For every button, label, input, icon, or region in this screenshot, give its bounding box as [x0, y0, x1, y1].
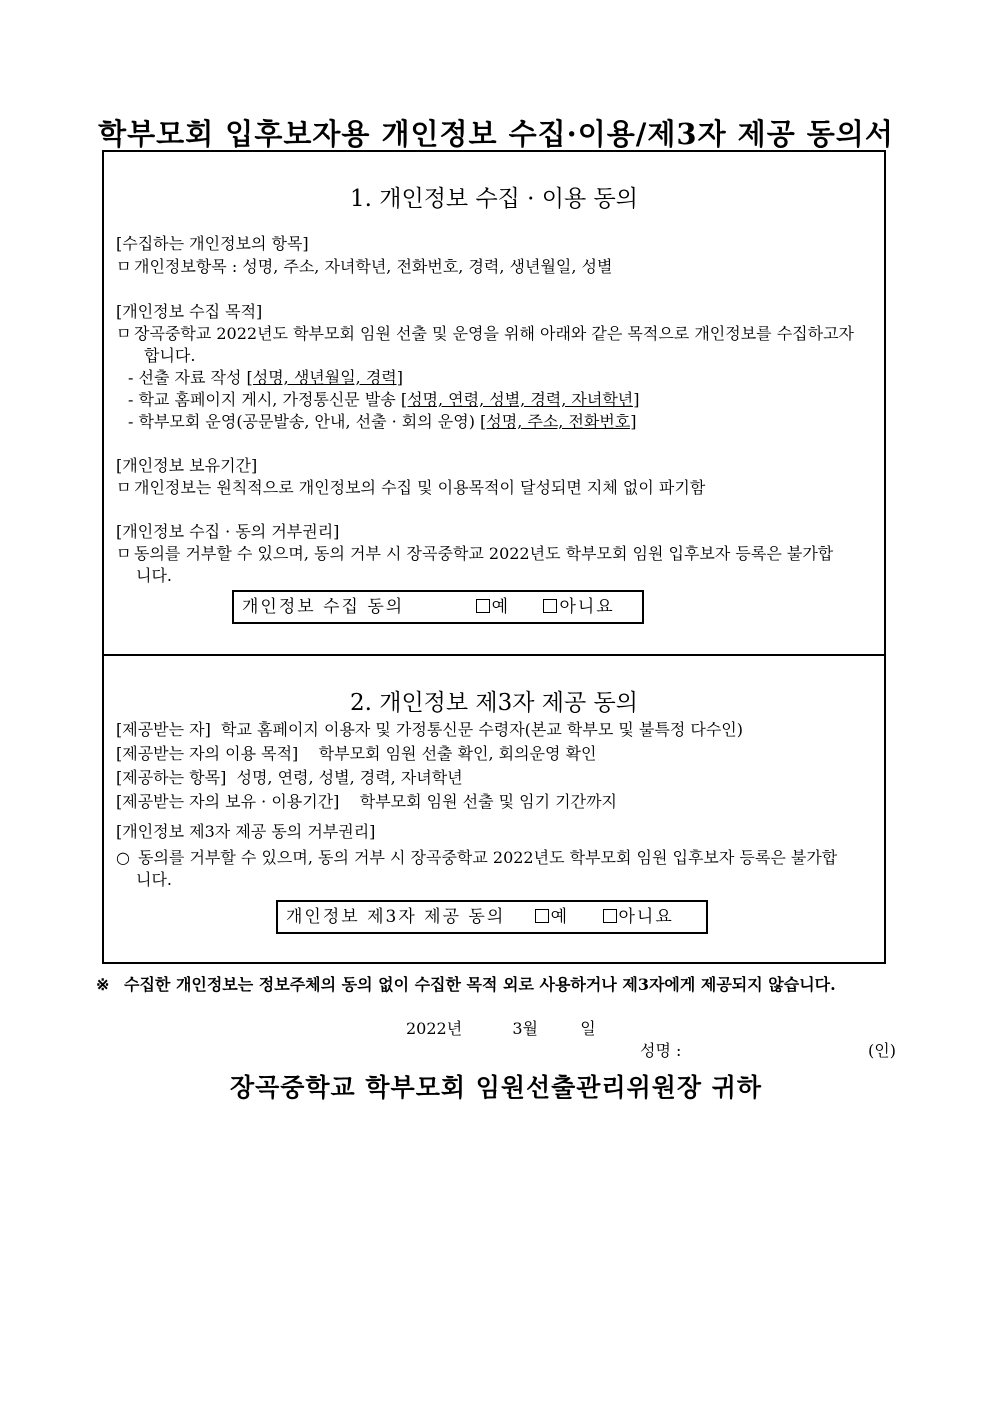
- purpose-text: 장곡중학교 2022년도 학부모회 임원 선출 및 운영을 위해 아래와 같은 목적으로 개인정보를 수집하고자: [134, 324, 854, 343]
- items-line: [116, 257, 612, 277]
- consent-form: [102, 150, 886, 964]
- page-title: 학부모회 입후보자용 개인정보 수집·이용/제3자 제공 동의서: [98, 117, 894, 151]
- recipient-value: 학교 홈페이지 이용자 및 가정통신문 수령자(본교 학부모 및 불특정 다수인): [221, 720, 743, 739]
- checkbox-icon[interactable]: [476, 599, 490, 613]
- third-party-consent-yes[interactable]: [535, 902, 569, 932]
- addressee: 장곡중학교 학부모회 임원선출관리위원장 귀하: [229, 1073, 763, 1102]
- retention-period-value: 학부모회 임원 선출 및 임기 기간까지: [359, 792, 618, 811]
- use-purpose-line: [116, 744, 596, 764]
- refusal-text: 동의를 거부할 수 있으며, 동의 거부 시 장곡중학교 2022년도 학부모회 임원 입후보자 등록은 불가합: [134, 544, 834, 563]
- use-purpose-value: 학부모회 임원 선출 확인, 회의운영 확인: [318, 744, 597, 763]
- purpose-sub-3-items: [성명, 주소, 전화번호]: [480, 412, 637, 431]
- third-party-refusal-text-cont: 니다.: [136, 870, 172, 889]
- purpose-sub-2-prefix: - 학교 홈페이지 게시, 가정통신문 발송: [128, 390, 401, 409]
- purpose-sub-3: [128, 412, 637, 432]
- date-line: [406, 1016, 596, 1039]
- use-purpose-label: [제공받는 자의 이용 목적]: [116, 744, 299, 763]
- purpose-header: [개인정보 수집 목적]: [116, 302, 263, 321]
- retention-period-line: [116, 792, 617, 812]
- third-party-consent-no[interactable]: [603, 902, 674, 932]
- circle-bullet-icon: ○: [116, 848, 130, 867]
- checkbox-icon[interactable]: [543, 599, 557, 613]
- section-collection-consent: [104, 152, 884, 656]
- collection-consent-label: 개인정보 수집 동의: [242, 597, 405, 617]
- square-bullet-icon: ㅁ: [116, 257, 132, 276]
- collection-consent-yes[interactable]: [476, 592, 510, 622]
- refusal-text-cont: 니다.: [136, 566, 172, 585]
- square-bullet-icon: ㅁ: [116, 544, 132, 563]
- section1-heading: 1. 개인정보 수집 · 이용 동의: [350, 186, 638, 212]
- provided-items-label: [제공하는 항목]: [116, 768, 227, 787]
- third-party-consent-no-label: 아니요: [618, 907, 674, 927]
- items-text: 개인정보항목 : 성명, 주소, 자녀학년, 전화번호, 경력, 생년월일, 성별: [134, 257, 613, 276]
- purpose-line: [116, 324, 854, 344]
- seal-mark[interactable]: (인): [868, 1041, 896, 1060]
- third-party-refusal-header: [개인정보 제3자 제공 동의 거부권리]: [116, 822, 376, 841]
- provided-items-value: 성명, 연령, 성별, 경력, 자녀학년: [236, 768, 463, 787]
- checkbox-icon[interactable]: [535, 909, 549, 923]
- collection-consent-no[interactable]: [543, 592, 614, 622]
- refusal-line: [116, 544, 833, 564]
- third-party-consent-label: 개인정보 제3자 제공 동의: [286, 907, 506, 927]
- collection-consent-no-label: 아니요: [559, 597, 615, 617]
- purpose-sub-2-items: [성명, 연령, 성별, 경력, 자녀학년]: [400, 390, 640, 409]
- third-party-consent-yes-label: 예: [550, 907, 570, 927]
- refusal-header: [개인정보 수집 · 동의 거부권리]: [116, 522, 340, 541]
- privacy-notice-text: 수집한 개인정보는 정보주체의 동의 없이 수집한 목적 외로 사용하거나 제3자에게 제공되지 않습니다.: [124, 975, 836, 994]
- collection-consent-box: [232, 590, 644, 624]
- third-party-refusal-text: 동의를 거부할 수 있으며, 동의 거부 시 장곡중학교 2022년도 학부모회 임원 입후보자 등록은 불가합: [138, 848, 838, 867]
- purpose-sub-1-prefix: - 선출 자료 작성: [128, 368, 247, 387]
- recipient-label: [제공받는 자]: [116, 720, 211, 739]
- retention-period-label: [제공받는 자의 보유 · 이용기간]: [116, 792, 340, 811]
- retention-line: [116, 478, 705, 498]
- date-day[interactable]: 일: [580, 1019, 596, 1038]
- retention-text: 개인정보는 원칙적으로 개인정보의 수집 및 이용목적이 달성되면 지체 없이 파기함: [134, 478, 706, 497]
- purpose-sub-1-items: [성명, 생년월일, 경력]: [246, 368, 403, 387]
- purpose-sub-3-prefix: - 학부모회 운영(공문발송, 안내, 선출 · 회의 운영): [128, 412, 481, 431]
- retention-header: [개인정보 보유기간]: [116, 456, 258, 475]
- signature-line: [640, 1038, 896, 1061]
- square-bullet-icon: ㅁ: [116, 324, 132, 343]
- purpose-sub-2: [128, 390, 640, 410]
- date-month: 3월: [512, 1019, 539, 1038]
- signature-label: 성명 :: [640, 1041, 682, 1060]
- purpose-text-cont: 합니다.: [144, 346, 196, 365]
- reference-mark-icon: ※: [96, 975, 110, 994]
- third-party-refusal-line: [116, 848, 837, 868]
- items-header: [수집하는 개인정보의 항목]: [116, 234, 309, 253]
- collection-consent-yes-label: 예: [491, 597, 511, 617]
- recipient-line: [116, 720, 743, 740]
- date-year: 2022년: [406, 1019, 463, 1038]
- checkbox-icon[interactable]: [603, 909, 617, 923]
- purpose-sub-1: [128, 368, 403, 388]
- third-party-consent-box: [276, 900, 708, 934]
- section-third-party-consent: [104, 658, 884, 962]
- privacy-notice: [96, 974, 896, 996]
- section2-heading: 2. 개인정보 제3자 제공 동의: [349, 690, 638, 716]
- provided-items-line: [116, 768, 463, 788]
- square-bullet-icon: ㅁ: [116, 478, 132, 497]
